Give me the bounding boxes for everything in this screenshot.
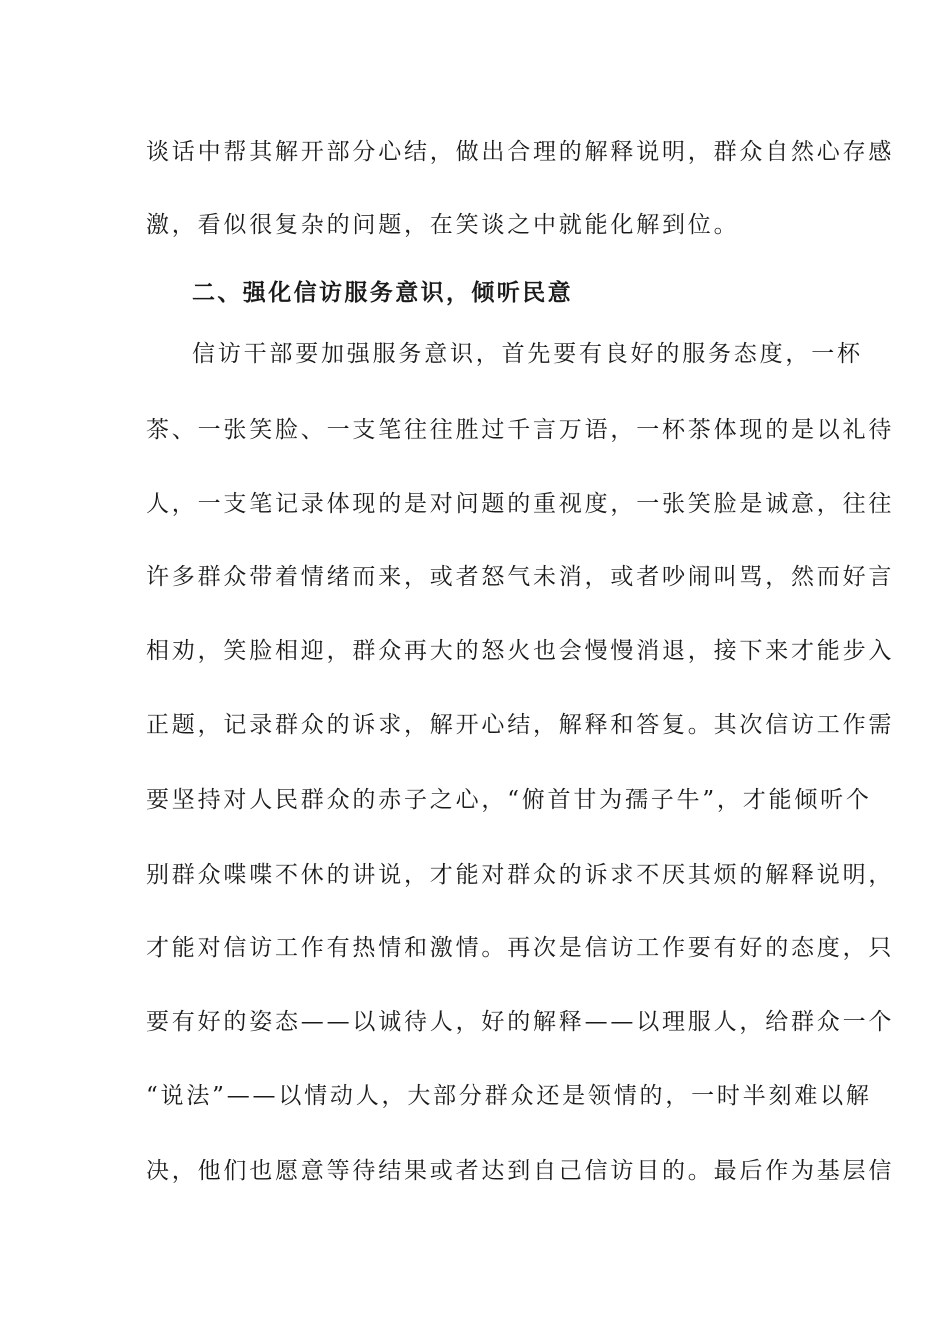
paragraph-line: 人，一支笔记录体现的是对问题的重视度，一张笑脸是诚意，往往 [146, 491, 895, 517]
paragraph-line: 信访干部要加强服务意识，首先要有良好的服务态度，一杯 [192, 341, 863, 367]
paragraph-line: 别群众喋喋不休的讲说，才能对群众的诉求不厌其烦的解释说明， [146, 862, 895, 888]
section-heading: 二、强化信访服务意识，倾听民意 [192, 280, 573, 306]
text-line: 谈话中帮其解开部分心结，做出合理的解释说明，群众自然心存感 [146, 139, 895, 165]
paragraph-line: 要坚持对人民群众的赤子之心，“俯首甘为孺子牛”，才能倾听个 [146, 787, 872, 813]
paragraph-line: 正题，记录群众的诉求，解开心结，解释和答复。其次信访工作需 [146, 712, 895, 738]
text-line: 激，看似很复杂的问题，在笑谈之中就能化解到位。 [146, 212, 740, 238]
paragraph-line: “说法”——以情动人，大部分群众还是领情的，一时半刻难以解 [146, 1083, 872, 1109]
paragraph-line: 相劝，笑脸相迎，群众再大的怒火也会慢慢消退，接下来才能步入 [146, 638, 895, 664]
paragraph-line: 茶、一张笑脸、一支笔往往胜过千言万语，一杯茶体现的是以礼待 [146, 417, 895, 443]
paragraph-line: 决，他们也愿意等待结果或者达到自己信访目的。最后作为基层信 [146, 1158, 895, 1184]
paragraph-line: 要有好的姿态——以诚待人，好的解释——以理服人，给群众一个 [146, 1009, 895, 1035]
paragraph-line: 才能对信访工作有热情和激情。再次是信访工作要有好的态度，只 [146, 935, 895, 961]
paragraph-line: 许多群众带着情绪而来，或者怒气未消，或者吵闹叫骂，然而好言 [146, 564, 895, 590]
